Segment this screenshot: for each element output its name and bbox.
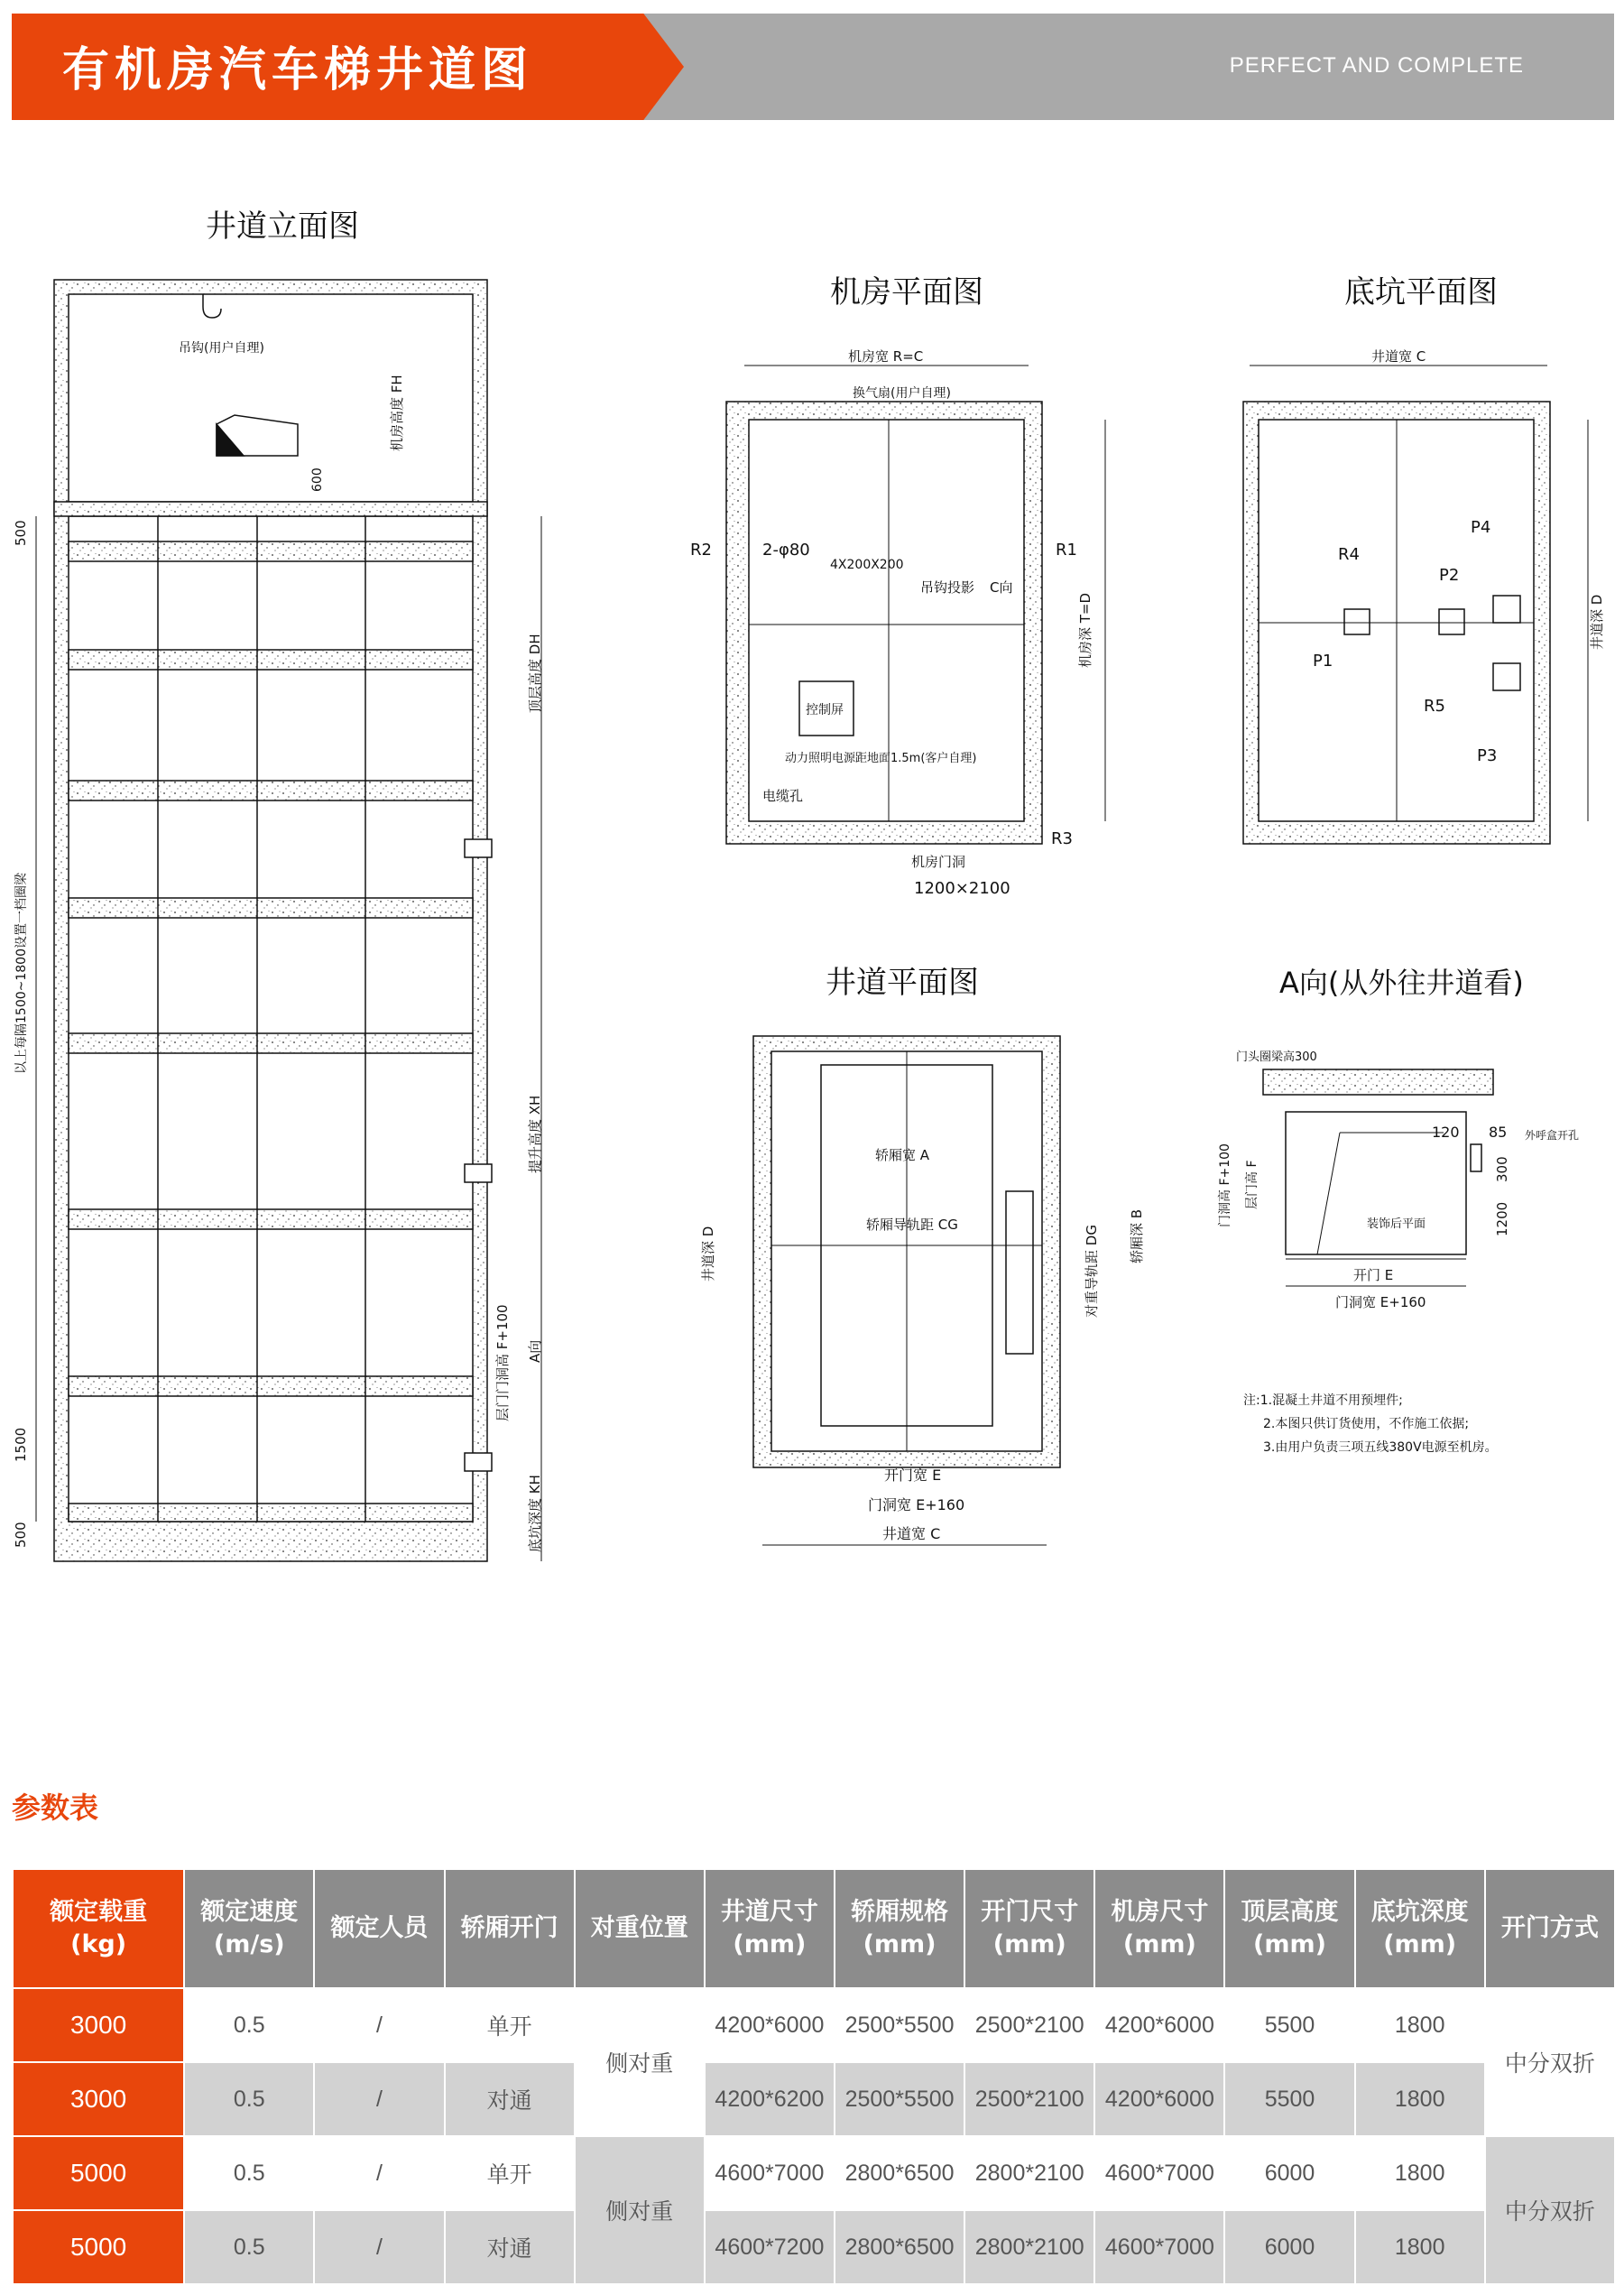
view-a-dim-85: 85	[1489, 1124, 1508, 1141]
elevation-door-opening-height: 层门门洞高 F+100	[494, 1304, 511, 1421]
cell-room: 4600*7000	[1094, 2136, 1224, 2210]
pit-r5: R5	[1424, 697, 1445, 716]
cell-speed: 0.5	[184, 2210, 314, 2284]
machine-room-c-direction: C向	[990, 579, 1013, 596]
machine-room-title: 机房平面图	[830, 274, 983, 310]
pit-depth: 井道深 D	[1589, 594, 1605, 650]
shaft-width: 井道宽 C	[882, 1525, 941, 1542]
cell-door: 单开	[445, 2136, 575, 2210]
table-row	[13, 1988, 1615, 2062]
cell-overhead: 5500	[1224, 2062, 1354, 2136]
cell-door-mode: 中分双折	[1485, 1988, 1615, 2136]
elevation-pit-depth: 底坑深度 KH	[527, 1475, 543, 1552]
elevation-dim-600: 600	[310, 467, 325, 492]
header-door-mode: 开门方式	[1485, 1869, 1615, 1988]
elevation-drawing	[13, 208, 543, 1561]
view-a-title: A向(从外往井道看)	[1279, 966, 1524, 1000]
cell-door: 对通	[445, 2062, 575, 2136]
cell-cwt-position: 侧对重	[575, 2136, 705, 2284]
header-pit-depth: 底坑深度 (mm)	[1355, 1869, 1485, 1988]
elevation-dim-500-bottom: 500	[13, 1522, 29, 1548]
header-overhead: 顶层高度 (mm)	[1224, 1869, 1354, 1988]
pit-p3: P3	[1477, 746, 1498, 765]
machine-room-fan: 换气扇(用户自理)	[853, 386, 951, 401]
page-title: 有机房汽车梯井道图	[62, 43, 534, 97]
header-car-door: 轿厢开门	[445, 1869, 575, 1988]
page-subtitle: PERFECT AND COMPLETE	[1229, 53, 1524, 78]
view-a-dim-300: 300	[1494, 1156, 1510, 1182]
elevation-title: 井道立面图	[206, 208, 359, 245]
cell-opening: 2500*2100	[964, 1988, 1094, 2062]
elevation-machine-room-height: 机房高度 FH	[389, 375, 405, 451]
shaft-depth: 井道深 D	[700, 1226, 716, 1282]
table-row	[13, 2136, 1615, 2210]
shaft-plan-title: 井道平面图	[826, 965, 979, 1001]
cell-persons: /	[314, 2062, 444, 2136]
view-a-call-box: 外呼盒开孔	[1525, 1129, 1580, 1142]
header-car-size: 轿厢规格 (mm)	[835, 1869, 964, 1988]
machine-room-control-cabinet: 控制屏	[806, 703, 844, 717]
machine-room-power-note: 动力照明电源距地面1.5m(客户自理)	[785, 752, 977, 765]
header-door-size: 开门尺寸 (mm)	[964, 1869, 1094, 1988]
cell-shaft: 4200*6200	[705, 2062, 835, 2136]
note-1: 注:1.混凝土井道不用预埋件;	[1243, 1393, 1403, 1408]
cell-load: 5000	[13, 2210, 184, 2284]
params-title: 参数表	[12, 1791, 99, 1825]
pit-p4: P4	[1471, 518, 1491, 537]
cell-speed: 0.5	[184, 2136, 314, 2210]
shaft-cwt-rail-gauge: 对重导轨距 DG	[1084, 1225, 1100, 1318]
header-room-size: 机房尺寸 (mm)	[1094, 1869, 1224, 1988]
header-load: 额定载重 (kg)	[13, 1869, 184, 1988]
header-cwt-position: 对重位置	[575, 1869, 705, 1988]
params-header-row	[13, 1869, 1615, 1988]
cell-room: 4200*6000	[1094, 1988, 1224, 2062]
note-3: 3.由用户负责三项五线380V电源至机房。	[1263, 1440, 1498, 1455]
pit-plan-title: 底坑平面图	[1344, 274, 1498, 310]
shaft-door-opening: 门洞宽 E+160	[868, 1496, 965, 1513]
cell-pit: 1800	[1355, 1988, 1485, 2062]
view-a-door-opening-height: 门洞高 F+100	[1218, 1143, 1232, 1227]
cell-room: 4200*6000	[1094, 2062, 1224, 2136]
machine-room-plan	[690, 274, 1105, 898]
cell-room: 4600*7000	[1094, 2210, 1224, 2284]
shaft-car-depth: 轿厢深 B	[1129, 1208, 1145, 1263]
cell-speed: 0.5	[184, 1988, 314, 2062]
machine-room-depth: 机房深 T=D	[1077, 592, 1093, 668]
cell-persons: /	[314, 2136, 444, 2210]
view-a-finished-floor: 装饰后平面	[1367, 1217, 1426, 1231]
machine-room-holes: 2-φ80	[762, 541, 810, 560]
machine-room-r3: R3	[1051, 829, 1073, 848]
cell-car: 2500*5500	[835, 1988, 964, 2062]
view-a-door-width: 开门 E	[1353, 1267, 1394, 1283]
cell-overhead: 6000	[1224, 2210, 1354, 2284]
drawing-notes	[1243, 1393, 1498, 1455]
shaft-car-width: 轿厢宽 A	[875, 1147, 930, 1163]
cell-shaft: 4600*7200	[705, 2210, 835, 2284]
cell-opening: 2800*2100	[964, 2136, 1094, 2210]
cell-cwt-position: 侧对重	[575, 1988, 705, 2136]
machine-room-door-size: 1200×2100	[914, 879, 1010, 898]
elevation-overhead-height: 顶层高度 DH	[527, 634, 543, 713]
machine-room-door-label: 机房门洞	[911, 854, 966, 870]
elevation-hook-label: 吊钩(用户自理)	[179, 341, 264, 356]
pit-plan	[1243, 274, 1605, 844]
table-row	[13, 2210, 1615, 2284]
cell-persons: /	[314, 1988, 444, 2062]
view-a-door-opening-width: 门洞宽 E+160	[1335, 1294, 1426, 1310]
view-a-dim-1200: 1200	[1494, 1201, 1510, 1236]
cell-opening: 2800*2100	[964, 2210, 1094, 2284]
pit-p2: P2	[1439, 566, 1460, 585]
cell-load: 3000	[13, 1988, 184, 2062]
cell-overhead: 6000	[1224, 2136, 1354, 2210]
cell-pit: 1800	[1355, 2136, 1485, 2210]
machine-room-r1: R1	[1056, 541, 1077, 560]
machine-room-hook-projection: 吊钩投影	[920, 579, 975, 596]
cell-shaft: 4600*7000	[705, 2136, 835, 2210]
header-speed: 额定速度 (m/s)	[184, 1869, 314, 1988]
cell-door-mode: 中分双折	[1485, 2136, 1615, 2284]
machine-room-r2: R2	[690, 541, 712, 560]
cell-speed: 0.5	[184, 2062, 314, 2136]
cell-load: 5000	[13, 2136, 184, 2210]
cell-car: 2800*6500	[835, 2136, 964, 2210]
elevation-beam-note: 以上每隔1500~1800设置一档圈梁	[14, 873, 29, 1074]
pit-width: 井道宽 C	[1371, 348, 1426, 365]
pit-p1: P1	[1313, 652, 1333, 671]
cell-pit: 1800	[1355, 2062, 1485, 2136]
cell-opening: 2500*2100	[964, 2062, 1094, 2136]
header-persons: 额定人员	[314, 1869, 444, 1988]
params-table	[12, 1868, 1616, 2285]
cell-car: 2800*6500	[835, 2210, 964, 2284]
elevation-dim-1500: 1500	[13, 1427, 29, 1462]
header-shaft-size: 井道尺寸 (mm)	[705, 1869, 835, 1988]
view-a-lintel: 门头圈梁高300	[1236, 1050, 1317, 1064]
cell-door: 对通	[445, 2210, 575, 2284]
cell-shaft: 4200*6000	[705, 1988, 835, 2062]
view-a	[1217, 966, 1579, 1310]
cell-overhead: 5500	[1224, 1988, 1354, 2062]
cell-pit: 1800	[1355, 2210, 1485, 2284]
machine-room-slot: 4X200X200	[830, 558, 904, 572]
cell-load: 3000	[13, 2062, 184, 2136]
shaft-plan	[700, 965, 1145, 1545]
table-row	[13, 2062, 1615, 2136]
view-a-dim-120: 120	[1432, 1124, 1460, 1141]
pit-r4: R4	[1338, 545, 1360, 564]
elevation-view-a: A向	[527, 1339, 543, 1363]
cell-door: 单开	[445, 1988, 575, 2062]
view-a-door-height: 层门高 F	[1245, 1160, 1260, 1209]
cell-persons: /	[314, 2210, 444, 2284]
cell-car: 2500*5500	[835, 2062, 964, 2136]
elevation-travel-height: 提升高度 XH	[527, 1095, 543, 1173]
machine-room-cable-hole: 电缆孔	[762, 788, 804, 804]
note-2: 2.本图只供订货使用，不作施工依据;	[1263, 1417, 1470, 1431]
machine-room-width: 机房宽 R=C	[848, 348, 924, 365]
shaft-car-rail-gauge: 轿厢导轨距 CG	[866, 1217, 958, 1233]
elevation-dim-500-top: 500	[13, 520, 29, 546]
shaft-door-width: 开门宽 E	[884, 1467, 942, 1484]
